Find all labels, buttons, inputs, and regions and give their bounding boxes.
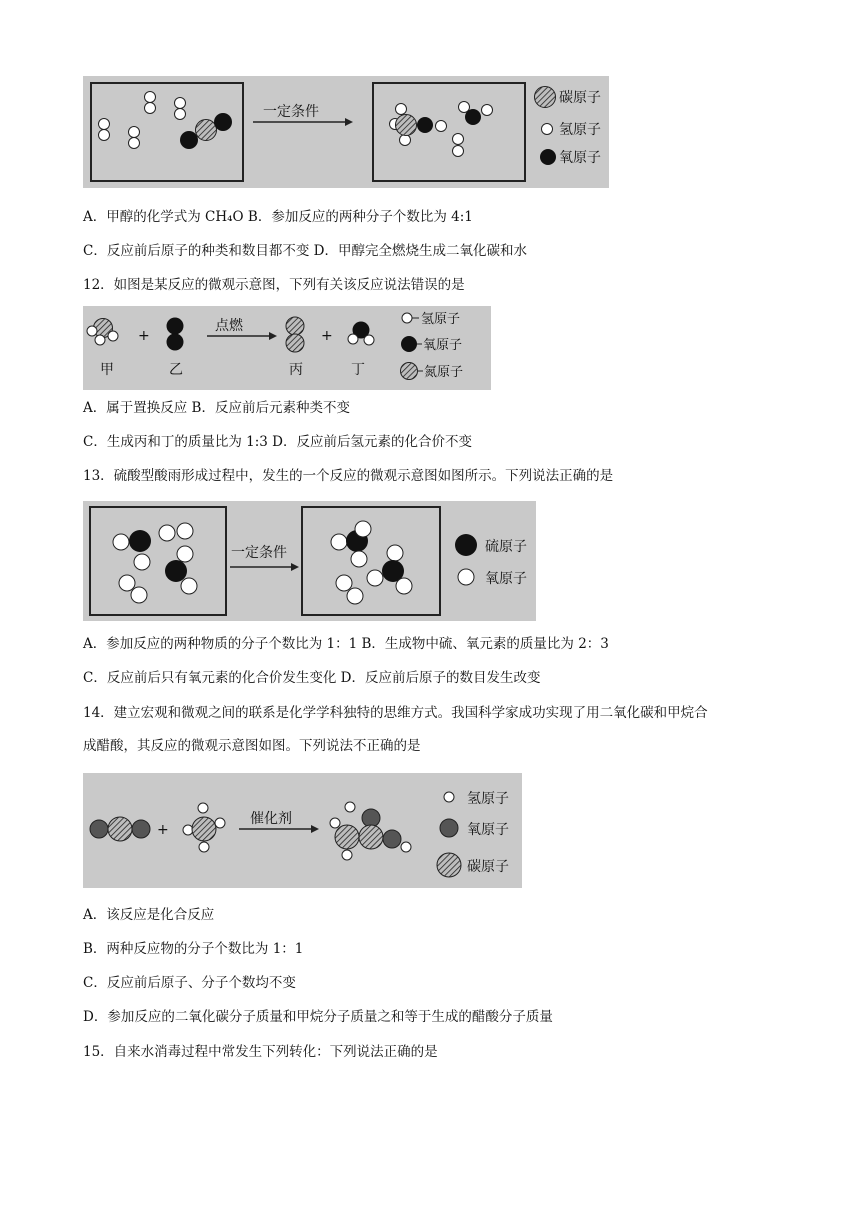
q14-arrow-label: 催化剂: [250, 811, 292, 827]
q12-reaction-figure: [83, 306, 491, 390]
q15-stem: 15．自来水消毒过程中常发生下列转化：下列说法正确的是: [83, 1044, 438, 1060]
hydrogen-legend-icon: [444, 792, 454, 802]
q13-options-cd: C．反应前后只有氧元素的化合价发生变化 D．反应前后原子的数目发生改变: [83, 670, 541, 686]
oxygen-legend-icon: [440, 819, 458, 837]
legend-oxygen-label: 氧原子: [559, 150, 601, 166]
q12-options-ab: A．属于置换反应 B．反应前后元素种类不变: [83, 400, 350, 416]
oxygen-legend-icon: [401, 336, 417, 352]
label-yi: 乙: [169, 362, 183, 378]
legend-carbon-label: 碳原子: [559, 90, 601, 106]
q13-options-ab: A．参加反应的两种物质的分子个数比为 1：1 B．生成物中硫、氧元素的质量比为 2：3: [83, 636, 609, 652]
q14-option-c: C．反应前后原子、分子个数均不变: [83, 975, 296, 991]
label-bing: 丙: [289, 362, 303, 378]
plus-sign: +: [157, 822, 169, 838]
legend-hydrogen-label: 氢原子: [559, 122, 601, 138]
q13-arrow-label: 一定条件: [231, 545, 287, 561]
q13-diagram: [83, 501, 536, 621]
legend-sulfur-label: 硫原子: [485, 539, 527, 555]
q14-stem-line1: 14．建立宏观和微观之间的联系是化学学科独特的思维方式。我国科学家成功实现了用二氧化碳和甲烷合: [83, 705, 708, 721]
hydrogen-legend-icon: [542, 124, 553, 135]
oxygen-legend-icon: [540, 149, 556, 165]
q14-stem-line2: 成醋酸，其反应的微观示意图如图。下列说法不正确的是: [83, 738, 421, 754]
sulfur-legend-icon: [455, 534, 477, 556]
carbon-legend-icon: [437, 853, 461, 877]
q14-option-d: D．参加反应的二氧化碳分子质量和甲烷分子质量之和等于生成的醋酸分子质量: [83, 1009, 553, 1025]
plus-sign: +: [138, 328, 150, 344]
oxygen-legend-icon: [458, 569, 474, 585]
q14-option-b: B．两种反应物的分子个数比为 1：1: [83, 941, 304, 957]
q11-options-ab: A．甲醇的化学式为 CH₄O B．参加反应的两种分子个数比为 4:1: [83, 209, 473, 225]
q12-options-cd: C．生成丙和丁的质量比为 1:3 D．反应前后氢元素的化合价不变: [83, 434, 472, 450]
legend-oxygen-label: 氧原子: [485, 571, 527, 587]
hydrogen-legend-icon: [402, 313, 412, 323]
legend-hydrogen-label: 氢原子: [467, 791, 509, 807]
label-ding: 丁: [351, 362, 365, 378]
legend-nitrogen-label: 氮原子: [424, 365, 464, 380]
legend-oxygen-label: 氧原子: [467, 822, 509, 838]
q14-reaction-figure: [83, 773, 522, 888]
q11-diagram: [83, 76, 609, 188]
nitrogen-legend-icon: [401, 363, 418, 380]
carbon-legend-icon: [535, 87, 556, 108]
q14-diagram: [83, 773, 522, 888]
legend-carbon-label: 碳原子: [467, 859, 509, 875]
q13-reaction-figure: [83, 501, 536, 621]
legend-oxygen-label: 氧原子: [423, 338, 463, 353]
q11-arrow-label: 一定条件: [263, 104, 319, 120]
label-jia: 甲: [100, 362, 114, 378]
q11-options-cd: C．反应前后原子的种类和数目都不变 D．甲醇完全燃烧生成二氧化碳和水: [83, 243, 527, 259]
q12-diagram: [83, 306, 491, 390]
plus-sign: +: [321, 328, 333, 344]
q12-arrow-label: 点燃: [215, 318, 243, 334]
q13-stem: 13．硫酸型酸雨形成过程中，发生的一个反应的微观示意图如图所示。下列说法正确的是: [83, 468, 614, 484]
q12-stem: 12．如图是某反应的微观示意图，下列有关该反应说法错误的是: [83, 277, 465, 293]
q14-option-a: A．该反应是化合反应: [83, 907, 215, 923]
q11-reaction-figure: [83, 76, 609, 188]
legend-hydrogen-label: 氢原子: [421, 312, 461, 327]
